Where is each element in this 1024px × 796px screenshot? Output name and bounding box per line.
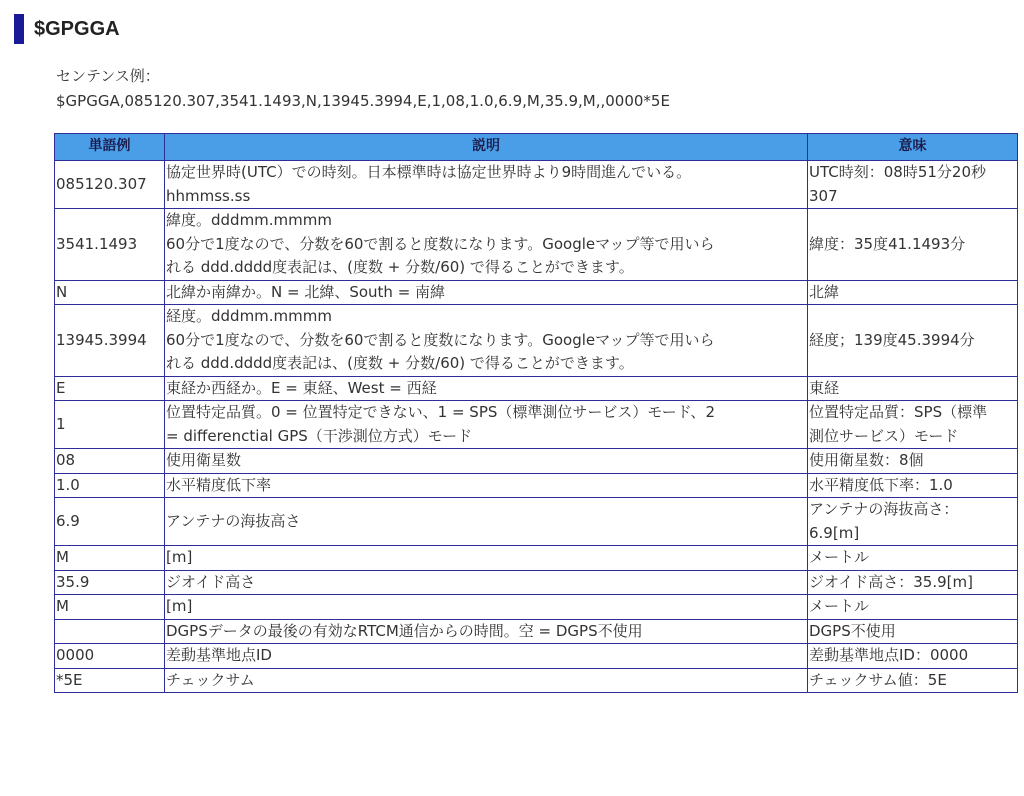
description-line: アンテナの海抜高さ bbox=[166, 511, 301, 530]
table-header-row bbox=[55, 134, 1018, 161]
cell-meaning bbox=[808, 644, 1018, 669]
cell-description bbox=[165, 401, 808, 449]
table-row bbox=[55, 546, 1018, 571]
cell-description bbox=[165, 644, 808, 669]
gpgga-field-table bbox=[54, 133, 1018, 693]
description-line: 60分で1度なので、分数を60で割ると度数になります。Googleマップ等で用いら bbox=[166, 234, 715, 253]
description-line: 水平精度低下率 bbox=[166, 475, 272, 494]
meaning-line: ジオイド高さ：35.9[m] bbox=[809, 572, 973, 591]
meaning-line: UTC時刻：08時51分20秒 bbox=[809, 163, 986, 181]
meaning-line: 6.9[m] bbox=[809, 523, 860, 542]
table-row bbox=[55, 644, 1018, 669]
cell-description bbox=[165, 209, 808, 281]
header-word: 単語例 bbox=[55, 134, 165, 161]
heading-marker bbox=[14, 14, 24, 44]
page-title: $GPGGA bbox=[34, 17, 120, 40]
table-row bbox=[55, 498, 1018, 546]
header-description: 説明 bbox=[165, 134, 808, 161]
cell-meaning bbox=[808, 376, 1018, 401]
cell-description bbox=[165, 668, 808, 693]
table-row bbox=[55, 280, 1018, 305]
description-line: チェックサム bbox=[166, 670, 255, 689]
cell-word bbox=[55, 619, 165, 644]
cell-meaning bbox=[808, 498, 1018, 546]
table-row bbox=[55, 401, 1018, 449]
table-row bbox=[55, 668, 1018, 693]
meaning-line: アンテナの海抜高さ： bbox=[809, 500, 959, 518]
description-line: 使用衛星数 bbox=[166, 451, 242, 469]
cell-description bbox=[165, 449, 808, 474]
cell-description bbox=[165, 546, 808, 571]
cell-description bbox=[165, 498, 808, 546]
meaning-line: 経度；139度45.3994分 bbox=[809, 330, 975, 349]
description-line: 緯度。dddmm.mmmm bbox=[166, 211, 333, 229]
table-row bbox=[55, 376, 1018, 401]
table-row bbox=[55, 449, 1018, 474]
description-line: 差動基準地点ID bbox=[166, 646, 272, 664]
cell-description bbox=[165, 161, 808, 209]
cell-meaning bbox=[808, 401, 1018, 449]
cell-description bbox=[165, 473, 808, 498]
cell-description bbox=[165, 305, 808, 377]
description-line: ジオイド高さ bbox=[166, 572, 256, 591]
table-row bbox=[55, 161, 1018, 209]
description-line: れる ddd.dddd度表記は、(度数 + 分数/60) で得ることができます。 bbox=[166, 258, 634, 276]
meaning-line: 緯度：35度41.1493分 bbox=[809, 234, 966, 253]
description-line: DGPSデータの最後の有効なRTCM通信からの時間。空 = DGPS不使用 bbox=[166, 621, 643, 640]
example-label: センテンス例： bbox=[56, 67, 160, 85]
cell-word: *5E bbox=[55, 668, 165, 693]
cell-meaning bbox=[808, 305, 1018, 377]
meaning-line: 北緯 bbox=[809, 282, 840, 301]
meaning-line: 差動基準地点ID：0000 bbox=[809, 646, 969, 664]
cell-description bbox=[165, 570, 808, 595]
cell-meaning bbox=[808, 668, 1018, 693]
cell-description bbox=[165, 376, 808, 401]
cell-word: N bbox=[55, 280, 165, 305]
description-line: 北緯か南緯か。N = 北緯、South = 南緯 bbox=[166, 282, 446, 301]
example-sentence: $GPGGA,085120.307,3541.1493,N,13945.3994,E,1,08,1.0,6.9,M,35.9,M,,0000*5E bbox=[56, 92, 670, 110]
meaning-line: 307 bbox=[809, 186, 838, 205]
meaning-line: 東経 bbox=[809, 378, 840, 397]
description-line: [m] bbox=[166, 597, 193, 615]
description-line: 協定世界時(UTC）での時刻。日本標準時は協定世界時より9時間進んでいる。 bbox=[166, 163, 692, 181]
description-line: 経度。dddmm.mmmm bbox=[166, 307, 333, 325]
cell-word: 08 bbox=[55, 449, 165, 474]
cell-word: 1 bbox=[55, 401, 165, 449]
cell-description bbox=[165, 619, 808, 644]
table-row bbox=[55, 619, 1018, 644]
description-line: 60分で1度なので、分数を60で割ると度数になります。Googleマップ等で用いら bbox=[166, 330, 715, 349]
cell-word: 35.9 bbox=[55, 570, 165, 595]
cell-word: 6.9 bbox=[55, 498, 165, 546]
table-row bbox=[55, 473, 1018, 498]
description-line: hhmmss.ss bbox=[166, 186, 251, 205]
cell-word: 1.0 bbox=[55, 473, 165, 498]
table-row bbox=[55, 305, 1018, 377]
table-row bbox=[55, 570, 1018, 595]
section-heading bbox=[14, 14, 120, 44]
cell-meaning bbox=[808, 473, 1018, 498]
table-row bbox=[55, 209, 1018, 281]
meaning-line: 位置特定品質：SPS（標準 bbox=[809, 403, 988, 421]
description-line: 位置特定品質。0 = 位置特定できない、1 = SPS（標準測位サービス）モード、2 bbox=[166, 403, 715, 421]
cell-word: M bbox=[55, 595, 165, 620]
cell-description bbox=[165, 280, 808, 305]
table-row bbox=[55, 595, 1018, 620]
cell-meaning bbox=[808, 449, 1018, 474]
cell-word: 085120.307 bbox=[55, 161, 165, 209]
cell-meaning bbox=[808, 546, 1018, 571]
cell-word: M bbox=[55, 546, 165, 571]
description-line: れる ddd.dddd度表記は、(度数 + 分数/60) で得ることができます。 bbox=[166, 354, 634, 372]
cell-word: 13945.3994 bbox=[55, 305, 165, 377]
meaning-line: 測位サービス）モード bbox=[809, 426, 959, 445]
cell-meaning bbox=[808, 209, 1018, 281]
description-line: = differenctial GPS（干渉測位方式）モード bbox=[166, 426, 473, 445]
cell-meaning bbox=[808, 280, 1018, 305]
cell-description bbox=[165, 595, 808, 620]
description-line: 東経か西経か。E = 東経、West = 西経 bbox=[166, 378, 437, 397]
meaning-line: 使用衛星数：8個 bbox=[809, 451, 924, 469]
meaning-line: DGPS不使用 bbox=[809, 621, 896, 640]
description-line: [m] bbox=[166, 548, 193, 566]
sentence-example bbox=[56, 64, 670, 114]
cell-meaning bbox=[808, 570, 1018, 595]
meaning-line: メートル bbox=[809, 597, 870, 615]
cell-word: 0000 bbox=[55, 644, 165, 669]
header-meaning: 意味 bbox=[808, 134, 1018, 161]
cell-word: 3541.1493 bbox=[55, 209, 165, 281]
cell-word: E bbox=[55, 376, 165, 401]
cell-meaning bbox=[808, 619, 1018, 644]
cell-meaning bbox=[808, 595, 1018, 620]
cell-meaning bbox=[808, 161, 1018, 209]
meaning-line: 水平精度低下率：1.0 bbox=[809, 475, 953, 494]
meaning-line: メートル bbox=[809, 548, 870, 566]
meaning-line: チェックサム値：5E bbox=[809, 670, 947, 689]
